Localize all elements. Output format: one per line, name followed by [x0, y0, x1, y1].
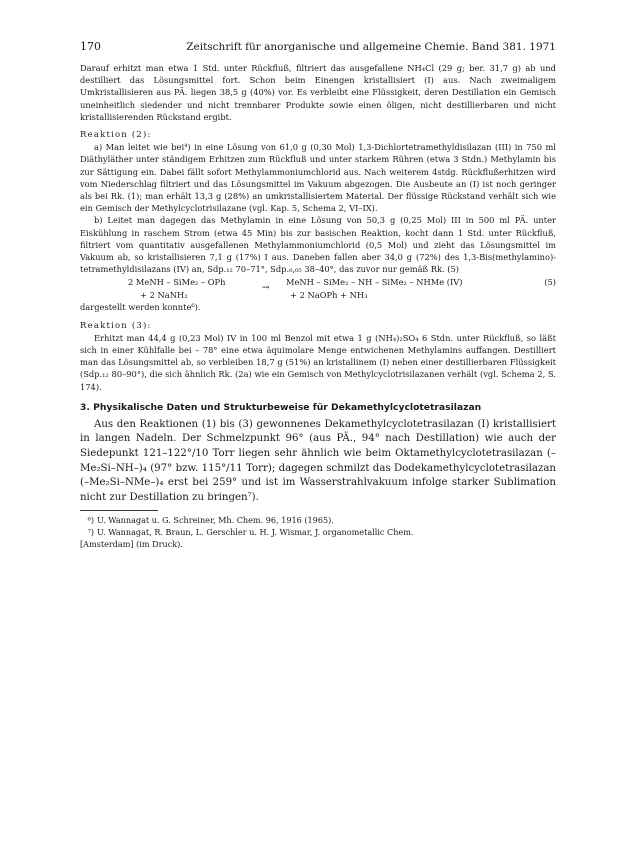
footnote-7-continuation: [Amsterdam] (im Druck). — [80, 538, 183, 549]
reaktion-3-heading: Reaktion (3): — [80, 320, 152, 331]
equation-arrow: → — [262, 283, 270, 294]
reaktion-2-heading: Reaktion (2): — [80, 130, 152, 141]
reaktion-2b-paragraph: b) Leitet man dagegen das Methylamin in eine Lösung von 50,3 g (0,25 Mol) III in 500 ml PÄ. unter Eiskühlung in raschem Strom (etwa 45 Min) bis zur basischen Reaktion, kocht dann 1 Std. unter Rückfluß, filtriert vom quantitativ ausgefallenen Methylammoniumchlorid (0,5 Mol) und zieht das Lösungsmittel im Vakuum ab, so kristallisieren 7,1 g (17%) I aus. Daneben fallen aber 34,0 g (72%) des 1,3-Bis(methylamino)-tetramethyldisilazans (IV) an, Sdp.₁₂ 70–71°, Sdp.₀,₀₅ 38–40°, das zuvor nur gemäß Rk. (5) — [80, 215, 556, 275]
footnote-mark: ⁷) — [87, 527, 94, 538]
journal-title: Zeitschrift für anorganische und allgemeine Chemie. Band 381. 1971 — [186, 41, 556, 53]
footnote-6 — [80, 515, 556, 527]
equation-right-2: + 2 NaOPh + NH₃ — [290, 289, 368, 300]
intro-paragraph: Darauf erhitzt man etwa 1 Std. unter Rückfluß, filtriert das ausgefallene NH₄Cl (29 g; ber. 31,7 g) ab und destilliert das Lösungsmittel fort. Schon beim Einengen kristallisiert (I) aus. Nach zweimaligem Umkristallisieren aus PÄ. liegen 38,5 g (40%) vor. Es verbleibt eine Flüssigkeit, deren Destillation ein Gemisch uneinheitlich siedender und nicht trennbarer Produkte sowie einen öligen, nicht destillierbaren und nicht kristallisierenden Rückstand ergibt. — [80, 63, 556, 122]
footnote-text: U. Wannagat, R. Braun, L. Gerschler u. H. J. Wismar, J. organometallic Chem. — [97, 527, 414, 538]
equation-left-2: + 2 NaNH₂ — [140, 289, 188, 300]
after-equation-text: dargestellt werden konnte⁶). — [80, 302, 201, 313]
equation-5 — [80, 276, 556, 301]
footnote-7 — [80, 527, 556, 539]
running-header — [80, 40, 556, 58]
section-3-heading: 3. Physikalische Daten und Strukturbeweise für Dekamethylcyclotetrasilazan — [80, 401, 482, 413]
equation-left-1: 2 MeNH – SiMe₂ – OPh — [128, 277, 226, 288]
footnote-mark: ⁶) — [87, 515, 94, 526]
page-number: 170 — [80, 40, 101, 53]
section-3-paragraph: Aus den Reaktionen (1) bis (3) gewonnenes Dekamethylcyclotetrasilazan (I) kristallisiert in langen Nadeln. Der Schmelzpunkt 96° (aus PÄ., 94° nach Destillation) wie auch der Siedepunkt 121–122°/10 Torr liegen sehr ähnlich wie beim Oktamethylcyclotetrasilazan (–Me₂Si–NH–)₄ (97° bzw. 115°/11 Torr); dagegen schmilzt das Dodekamethylcyclotetrasilazan (–Me₂Si–NMe–)₄ erst bei 259° und ist im Wasserstrahlvakuum infolge starker Sublimation nicht zur Destillation zu bringen⁷). — [80, 418, 556, 503]
equation-number: (5) — [544, 277, 556, 288]
page — [80, 40, 556, 550]
footnote-text: U. Wannagat u. G. Schreiner, Mh. Chem. 96, 1916 (1965). — [97, 515, 334, 526]
equation-right-1: MeNH – SiMe₂ – NH – SiMe₂ – NHMe (IV) — [286, 277, 463, 288]
footnote-rule — [80, 510, 158, 511]
reaktion-2a-paragraph: a) Man leitet wie bei⁴) in eine Lösung von 61,0 g (0,30 Mol) 1,3-Dichlortetramethyldisilazan (III) in 750 ml Diäthyläther unter ständigem Erhitzen zum Rückfluß und unter starkem Rühren (etwa 3 Stdn.) Methylamin bis zur Sättigung ein. Dabei fällt sofort Methylammoniumchlorid aus. Nach weiterem 4stdg. Rückflußerhitzen wird vom Niederschlag filtriert und das Lösungsmittel im Vakuum abgezogen. Die Ausbeute an (I) ist noch geringer als bei Rk. (1); man erhält 13,3 g (28%) an umkristallisiertem Material. Der flüssige Rückstand verhält sich wie ein Gemisch der Methylcyclotrisilazane (vgl. Kap. 5, Schema 2, VI–IX). — [80, 142, 556, 214]
reaktion-3-paragraph: Erhitzt man 44,4 g (0,23 Mol) IV in 100 ml Benzol mit etwa 1 g (NH₄)₂SO₄ 6 Stdn. unter Rückfluß, so läßt sich in einer Kühlfalle bei – 78° eine etwa äquimolare Menge entwichenen Methylamins auffangen. Destilliert man das Lösungsmittel ab, so verbleiben 18,7 g (51%) an kristallinem (I) neben einer destillierbaren Flüssigkeit (Sdp.₁₂ 80–90°), die sich ähnlich Rk. (2a) wie ein Gemisch von Methylcyclotrisilazanen verhält (vgl. Schema 2, S. 174). — [80, 332, 556, 392]
